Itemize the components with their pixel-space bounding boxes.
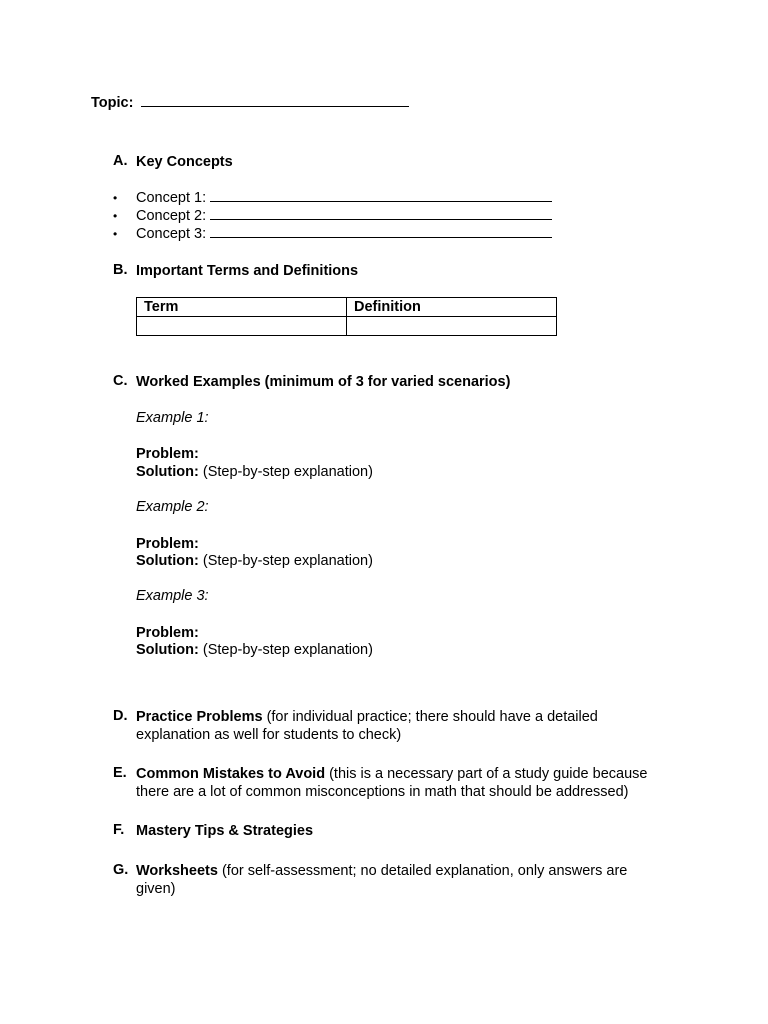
concept-list [113,189,552,243]
concept-blank[interactable] [210,225,552,238]
term-header: Term [137,298,347,317]
definition-header: Definition [347,298,557,317]
topic-label: Topic: [91,95,134,111]
topic-blank[interactable] [141,94,409,107]
section-f-title: Mastery Tips & Strategies [136,823,314,839]
section-d-letter: D. [113,708,128,724]
section-f-letter: F. [113,822,125,838]
example-2-solution: Solution: (Step-by-step explanation) [136,553,373,569]
section-d-body: Practice Problems (for individual practice; there should have a detailed explanation as well for students to check) [136,709,598,743]
section-b-letter: B. [113,262,128,278]
example-1-label: Example 1: [136,410,209,426]
section-e-letter: E. [113,765,127,781]
list-item [113,225,552,243]
concept-blank[interactable] [210,207,552,220]
example-2-problem: Problem: [136,536,199,552]
example-1-solution: Solution: (Step-by-step explanation) [136,464,373,480]
example-1-problem: Problem: [136,446,199,462]
concept-label: Concept 1: [136,190,207,206]
concept-blank[interactable] [210,189,552,202]
definition-cell[interactable] [347,317,557,336]
concept-label: Concept 3: [136,226,207,242]
section-g-body: Worksheets (for self-assessment; no detailed explanation, only answers are given) [136,863,628,897]
section-g-letter: G. [113,862,129,878]
section-b-title: Important Terms and Definitions [136,263,359,279]
section-c-title: Worked Examples (minimum of 3 for varied scenarios) [136,374,511,390]
section-a-letter: A. [113,153,128,169]
section-e-body: Common Mistakes to Avoid (this is a necessary part of a study guide because there are a lot of common misconceptions in math that should be addressed) [136,766,648,800]
table-row [137,317,557,336]
section-c-letter: C. [113,373,128,389]
section-a-title: Key Concepts [136,154,233,170]
example-3-solution: Solution: (Step-by-step explanation) [136,642,373,658]
terms-table [136,297,557,336]
example-3-label: Example 3: [136,588,209,604]
list-item [113,189,552,207]
term-cell[interactable] [137,317,347,336]
table-header-row [137,298,557,317]
list-item [113,207,552,225]
example-2-label: Example 2: [136,499,209,515]
topic-row [91,94,409,111]
concept-label: Concept 2: [136,208,207,224]
example-3-problem: Problem: [136,625,199,641]
